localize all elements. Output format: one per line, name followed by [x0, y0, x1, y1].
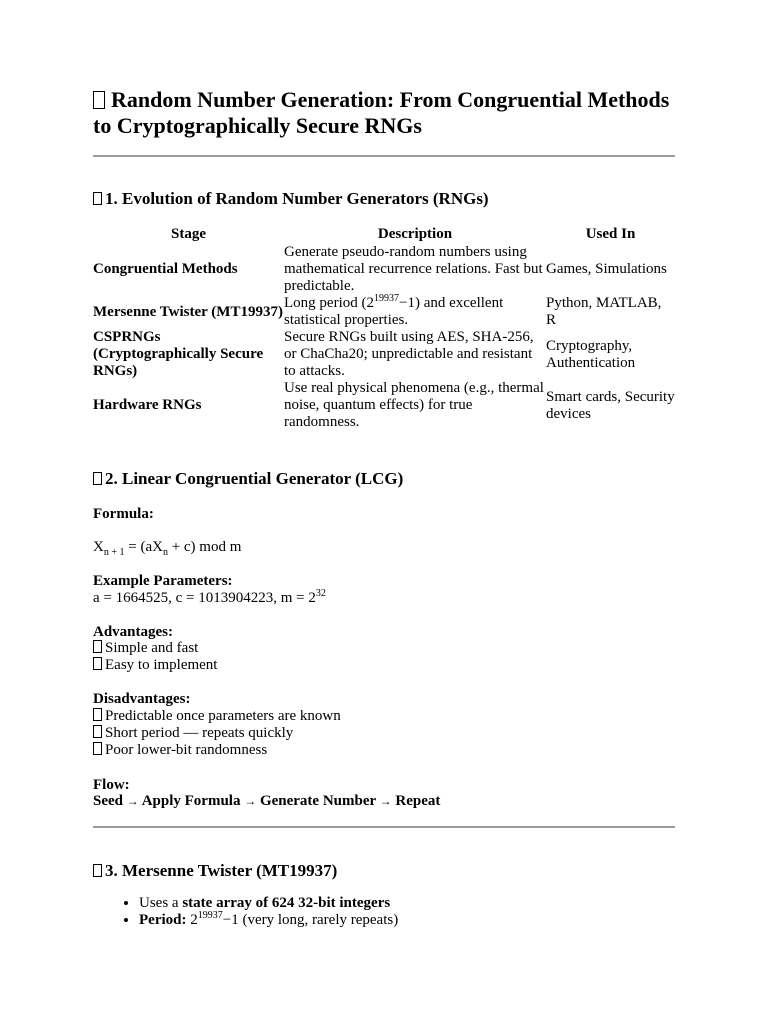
used-in-cell: Cryptography, Authentication	[546, 337, 636, 371]
list-item: • Uses a state array of 624 32-bit integers	[139, 895, 398, 912]
table-row	[93, 329, 675, 380]
used-in-cell: Python, MATLAB, R	[546, 295, 662, 328]
description-cell: Generate pseudo-random numbers using mathematical recurrence relations. Fast but predictable.	[284, 244, 543, 294]
section-heading-3: 3. Mersenne Twister (MT19937)	[93, 861, 337, 881]
missing-glyph-icon	[93, 192, 102, 205]
page-title-text: Random Number Generation: From Congruential Methods to Cryptographically Secure RNGs	[93, 87, 670, 138]
missing-glyph-icon	[93, 657, 102, 670]
table-row	[93, 380, 675, 431]
table-row	[93, 244, 675, 295]
page-title	[93, 87, 675, 139]
stage-cell: Congruential Methods	[93, 261, 238, 277]
stage-cell: Hardware RNGs	[93, 397, 202, 413]
column-header-stage: Stage	[171, 225, 206, 242]
missing-glyph-icon	[93, 708, 102, 721]
missing-glyph-icon	[93, 725, 102, 738]
lcg-flow: Seed → Apply Formula → Generate Number → Repeat	[93, 793, 441, 809]
list-item: Short period — repeats quickly	[93, 725, 293, 742]
list-item: • Period: $2^{19937}-1$ (very long, rarely repeats)	[139, 912, 398, 929]
arrow-right-icon: →	[379, 794, 392, 808]
missing-glyph-icon	[93, 864, 102, 877]
missing-glyph-icon	[93, 472, 102, 485]
stage-cell: CSPRNGs (Cryptographically Secure RNGs)	[93, 329, 264, 379]
list-item: Easy to implement	[93, 657, 217, 674]
mt-feature-list	[93, 895, 398, 929]
formula-label: Formula:	[93, 506, 154, 522]
disadvantages-label: Disadvantages:	[93, 691, 191, 707]
list-item: Predictable once parameters are known	[93, 708, 341, 725]
example-parameters: a = 1664525, c = 1013904223, $m = 2^{32}$	[93, 588, 326, 606]
lcg-formula: $X_{n + 1} = (aX_n + c)$ mod m	[93, 539, 242, 558]
arrow-right-icon: →	[244, 794, 257, 808]
list-item: Poor lower-bit randomness	[93, 742, 267, 759]
table-header-row	[93, 224, 675, 244]
description-cell: Long period $(2^{19937}-1)$ and excellent statistical properties.	[284, 293, 504, 328]
missing-glyph-icon	[93, 742, 102, 755]
arrow-right-icon: →	[126, 794, 139, 808]
column-header-description: Description	[377, 225, 453, 242]
missing-glyph-icon	[93, 640, 102, 653]
used-in-cell: Games, Simulations	[546, 261, 667, 277]
stage-cell: Mersenne Twister (MT19937)	[93, 303, 283, 320]
list-item: Simple and fast	[93, 640, 198, 657]
missing-glyph-icon	[93, 91, 105, 109]
advantages-label: Advantages:	[93, 624, 174, 640]
divider	[93, 826, 675, 828]
description-cell: Secure RNGs built using AES, SHA-256, or ChaCha20; unpredictable and resistant to attacks.	[284, 329, 534, 379]
rng-evolution-table	[93, 224, 675, 431]
example-label: Example Parameters:	[93, 573, 233, 589]
flow-label: Flow:	[93, 777, 130, 793]
used-in-cell: Smart cards, Security devices	[546, 388, 675, 422]
table-row	[93, 295, 675, 329]
section-heading-1: 1. Evolution of Random Number Generators (RNGs)	[93, 189, 489, 209]
divider	[93, 155, 675, 157]
description-cell: Use real physical phenomena (e.g., thermal noise, quantum effects) for true randomness.	[284, 380, 544, 430]
section-heading-2: 2. Linear Congruential Generator (LCG)	[93, 469, 403, 489]
column-header-used-in: Used In	[585, 225, 636, 242]
